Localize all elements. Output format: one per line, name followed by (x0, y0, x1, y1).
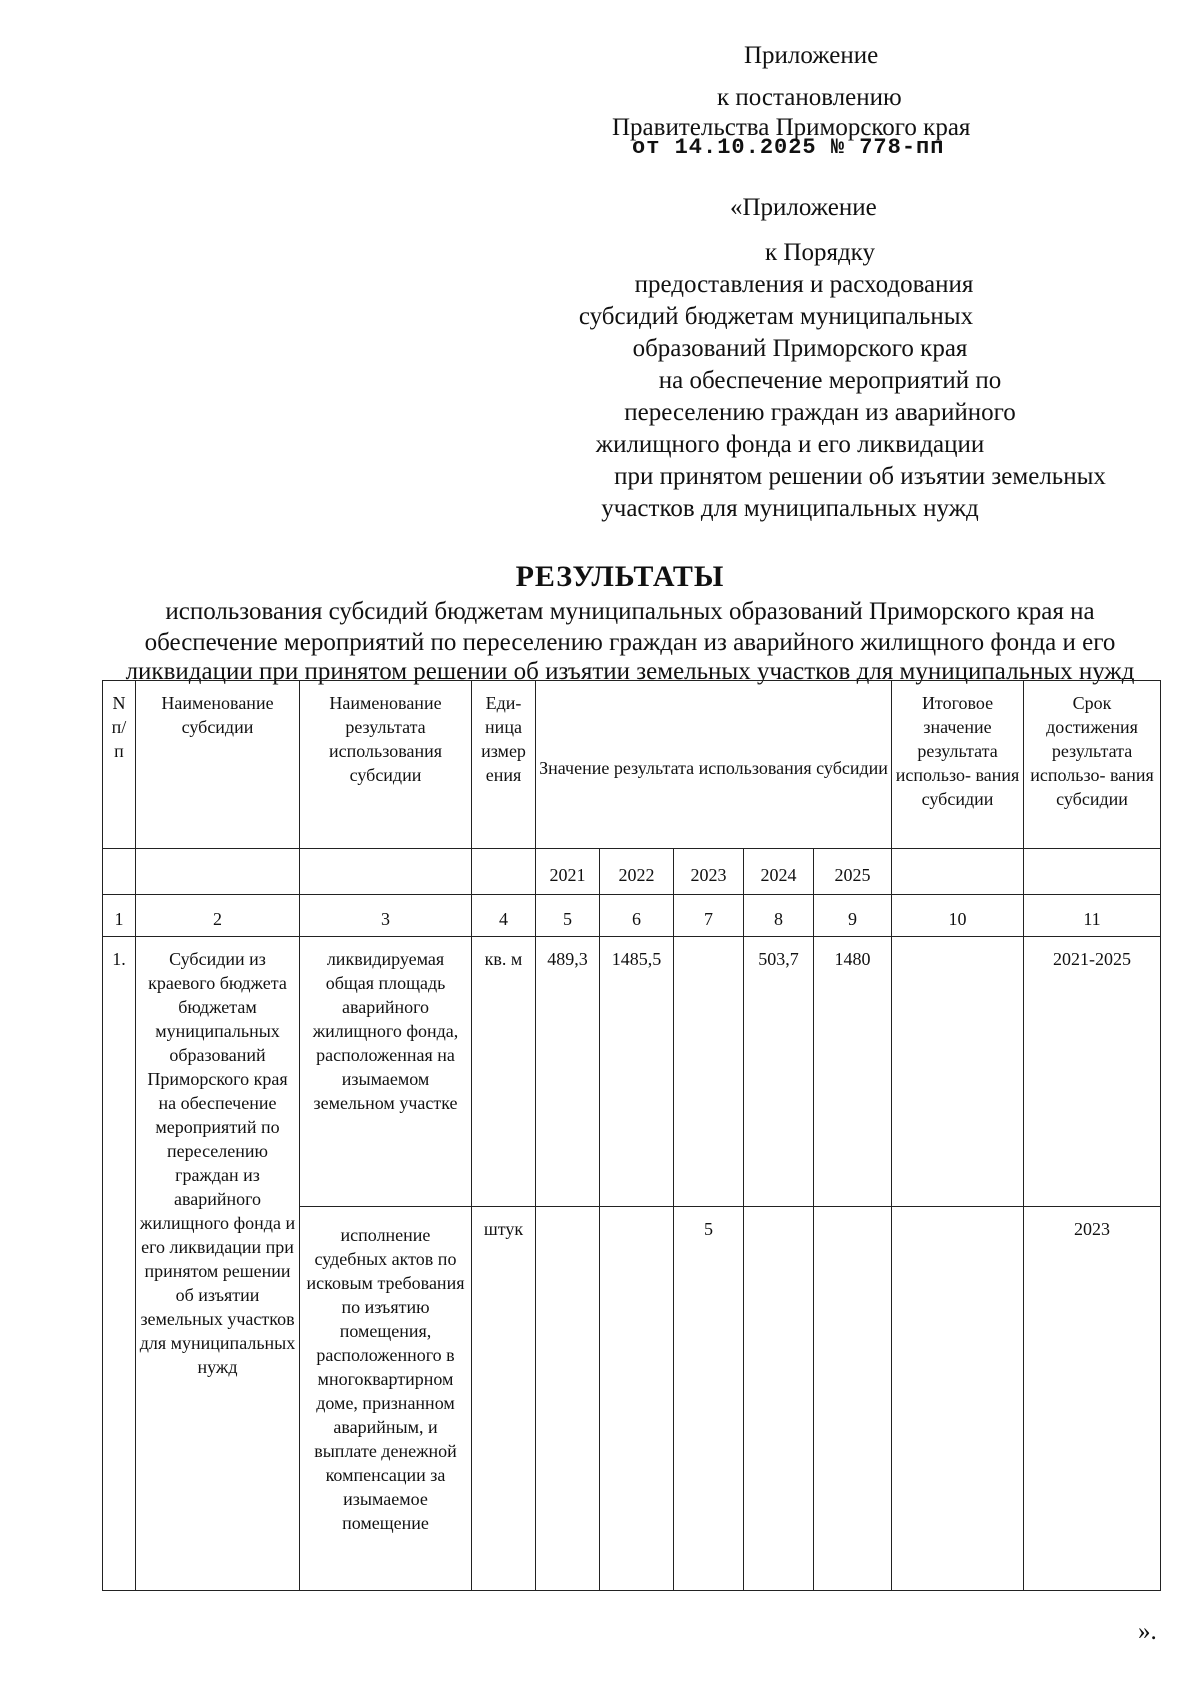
result-name-cell: ликвидируемая общая площадь аварийного жилищного фонда, расположенная на изымаемом земельном участке (300, 937, 472, 1207)
years-cell-empty-10 (892, 849, 1024, 895)
column-number: 7 (674, 895, 744, 937)
column-number: 9 (814, 895, 892, 937)
row-number: 1. (103, 937, 136, 1207)
year-2021: 2021 (536, 849, 600, 895)
appendix-label: Приложение (744, 42, 879, 69)
column-number: 8 (744, 895, 814, 937)
value-2025-cell: 1480 (814, 937, 892, 1207)
column-numbers-row (103, 895, 1161, 937)
inner-header-line-2: предоставления и расходования (634, 271, 974, 298)
years-row (103, 849, 1161, 895)
years-cell-empty-1 (103, 849, 136, 895)
deadline-cell: 2021-2025 (1024, 937, 1161, 1207)
inner-header-line-5: на обеспечение мероприятий по (658, 367, 1002, 394)
value-2023-cell: 5 (674, 1207, 744, 1591)
header-result-name: Наименование результата использования субсидии (300, 681, 472, 849)
year-2022: 2022 (600, 849, 674, 895)
inner-header-line-8: при принятом решении об изъятии земельных (614, 463, 1106, 490)
column-number: 11 (1024, 895, 1161, 937)
unit-cell: кв. м (472, 937, 536, 1207)
unit-cell: штук (472, 1207, 536, 1591)
inner-header-line-7: жилищного фонда и его ликвидации (595, 431, 985, 458)
header-n: N п/ п (103, 681, 136, 849)
years-cell-empty-2 (136, 849, 300, 895)
document-title: РЕЗУЛЬТАТЫ (515, 560, 725, 593)
column-number: 10 (892, 895, 1024, 937)
year-2023: 2023 (674, 849, 744, 895)
header-final-value: Итоговое значение результата использо- вания субсидии (892, 681, 1024, 849)
column-number: 1 (103, 895, 136, 937)
to-resolution-label: к постановлению (717, 84, 902, 111)
column-number: 5 (536, 895, 600, 937)
subsidy-name-cell: Субсидии из краевого бюджета бюджетам муниципальных образований Приморского края на обеспечение мероприятий по переселению граждан из аварийного жилищного фонда и его ликвидации при принятом решении об изъятии земельных участков для муниципальных нужд (136, 937, 300, 1591)
value-2024-cell (744, 1207, 814, 1591)
government-label: Правительства Приморского края (612, 114, 971, 141)
subtitle-line-1: использования субсидий бюджетам муниципальных образований Приморского края на (165, 598, 1095, 625)
final-value-cell (892, 1207, 1024, 1591)
years-cell-empty-4 (472, 849, 536, 895)
header-value-group: Значение результата использования субсидии (536, 681, 892, 849)
header-unit: Еди- ница измер ения (472, 681, 536, 849)
year-2024: 2024 (744, 849, 814, 895)
value-2025-cell (814, 1207, 892, 1591)
value-2024-cell: 503,7 (744, 937, 814, 1207)
value-2022-cell (600, 1207, 674, 1591)
final-value-cell (892, 937, 1024, 1207)
value-2021-cell (536, 1207, 600, 1591)
value-2023-cell (674, 937, 744, 1207)
header-subsidy-name: Наименование субсидии (136, 681, 300, 849)
inner-header-line-6: переселению граждан из аварийного (624, 399, 1016, 426)
deadline-cell: 2023 (1024, 1207, 1161, 1591)
value-2022-cell: 1485,5 (600, 937, 674, 1207)
closing-quote-mark: ». (1138, 1618, 1157, 1645)
inner-header-line-1: к Порядку (765, 239, 875, 266)
years-cell-empty-3 (300, 849, 472, 895)
inner-header-line-3: субсидий бюджетам муниципальных (578, 303, 974, 330)
decree-number-stamp: от 14.10.2025 № 778-пп (632, 135, 945, 160)
column-number: 6 (600, 895, 674, 937)
years-cell-empty-11 (1024, 849, 1161, 895)
inner-header-line-4: образований Приморского края (632, 335, 968, 362)
subtitle-line-3: ликвидации при принятом решении об изъятии земельных участков для муниципальных нужд (125, 658, 1135, 685)
table-row (103, 937, 1161, 1207)
column-number: 3 (300, 895, 472, 937)
subtitle-line-2: обеспечение мероприятий по переселению граждан из аварийного жилищного фонда и его (144, 629, 1116, 656)
row-number-empty (103, 1207, 136, 1591)
column-number: 4 (472, 895, 536, 937)
results-table (102, 680, 1161, 1591)
header-row (103, 681, 1161, 849)
header-deadline: Срок достижения результата использо- вания субсидии (1024, 681, 1161, 849)
inner-appendix-label: «Приложение (730, 194, 877, 221)
inner-header-line-9: участков для муниципальных нужд (601, 495, 979, 522)
result-name-cell: исполнение судебных актов по исковым требования по изъятию помещения, расположенного в многоквартирном доме, признанном аварийным, и выплате денежной компенсации за изымаемое помещение (300, 1207, 472, 1591)
year-2025: 2025 (814, 849, 892, 895)
column-number: 2 (136, 895, 300, 937)
value-2021-cell: 489,3 (536, 937, 600, 1207)
